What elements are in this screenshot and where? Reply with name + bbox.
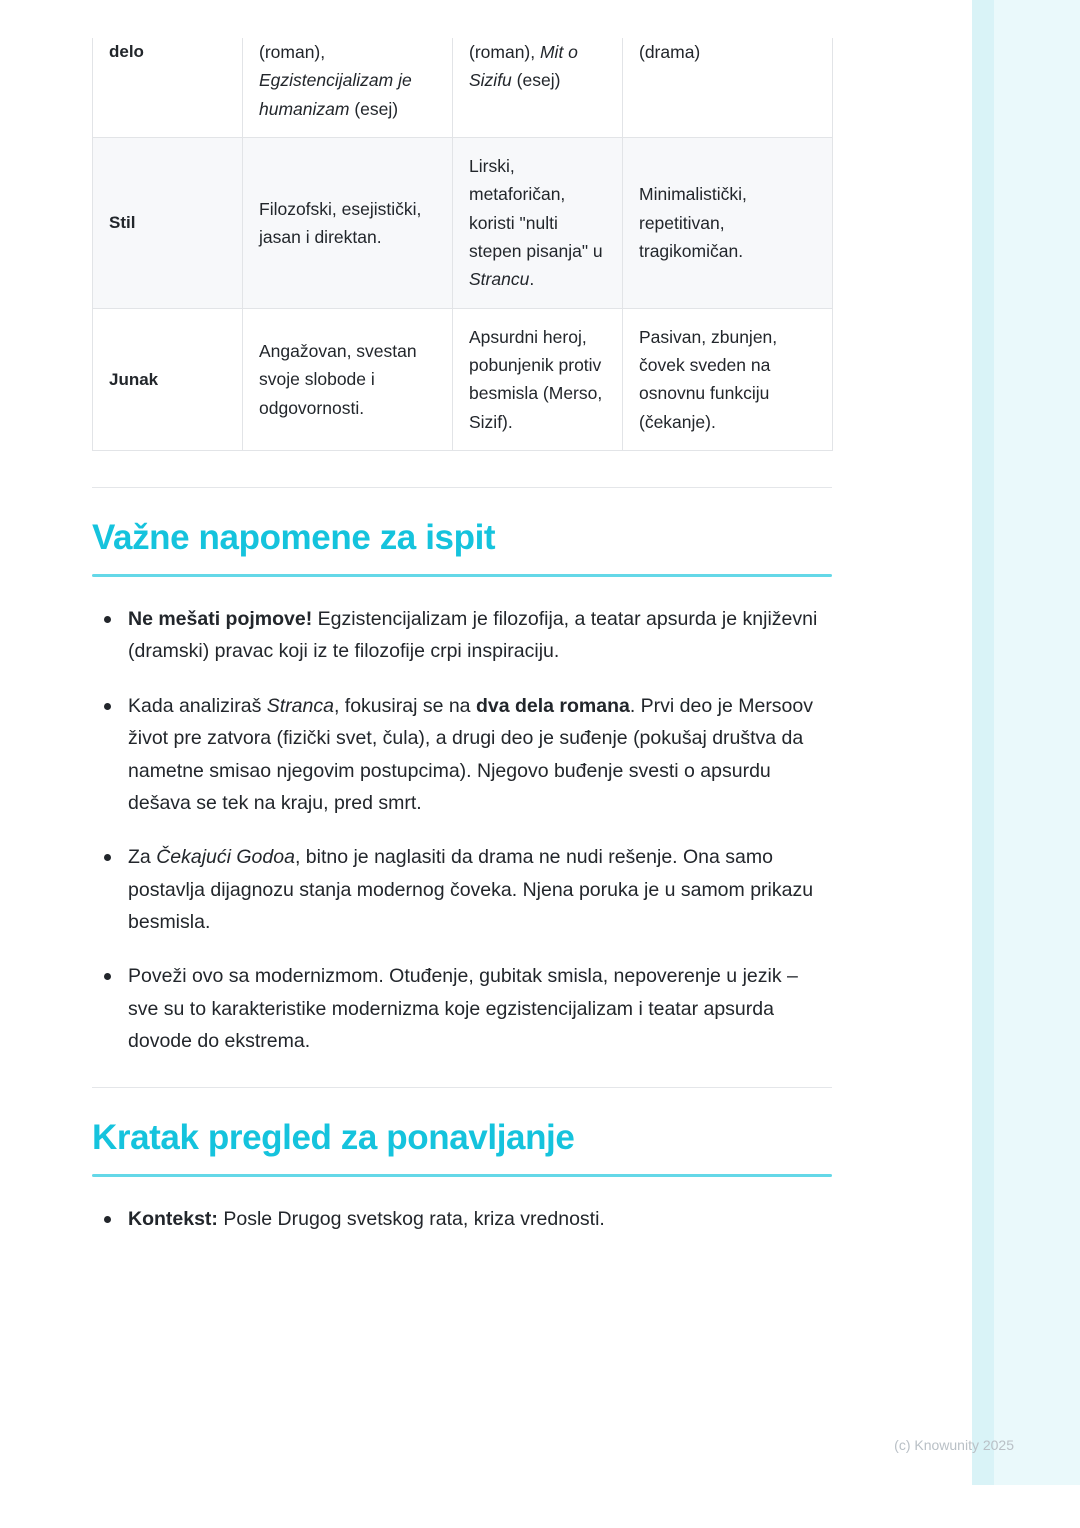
- text-run: Kada analiziraš: [128, 694, 267, 717]
- text-run: (roman),: [469, 42, 540, 62]
- table-row: [93, 308, 833, 450]
- text-run: Minimalistički, repetitivan, tragikomičan.: [639, 184, 747, 262]
- page-title-pregled: Kratak pregled za ponavljanje: [92, 1118, 575, 1158]
- heading-rule-1: [92, 574, 832, 577]
- text-run: Filozofski, esejistički, jasan i direktan.: [259, 198, 422, 247]
- table-cell: [243, 38, 453, 138]
- emphasis-text: Egzistencijalizam je humanizam: [259, 70, 412, 119]
- page-side-strip-inner: [972, 0, 994, 1485]
- comparison-table: [92, 38, 833, 451]
- text-run: Egzistencijalizam je filozofija, a teatar apsurda je književni (dramski) pravac koji iz te filozofije crpi inspiraciju.: [128, 608, 818, 663]
- text-run: . Prvi deo je Mersoov život pre zatvora (fizički svet, čula), a drugi deo je suđenje (pokušaj društva da nametne smisao njegovim postupcima). Njegovo buđenje svesti o apsurdu dešava se tek na kraju, pred smrt.: [128, 694, 813, 814]
- table-row: [93, 138, 833, 309]
- emphasis-text: Čekajući Godoa: [156, 846, 295, 869]
- text-run: (roman),: [259, 42, 326, 62]
- text-run: , bitno je naglasiti da drama ne nudi rešenje. Ona samo postavlja dijagnozu stanja modernog čoveka. Njena poruka je u samom prikazu besmisla.: [128, 846, 814, 933]
- text-run: (esej): [511, 70, 561, 91]
- emphasis-text: Stranca: [266, 694, 334, 717]
- text-run: Angažovan, svestan svoje slobode i odgovornosti.: [259, 340, 417, 418]
- copyright-credit: (c) Knowunity 2025: [894, 1437, 1014, 1453]
- table-row-label: delo: [93, 38, 243, 138]
- table-cell: [623, 38, 833, 138]
- page-title-napomene: Važne napomene za ispit: [92, 518, 496, 558]
- text-run: , fokusiraj se na: [333, 694, 476, 717]
- strong-text: Ne mešati pojmove!: [128, 608, 313, 631]
- table-cell: [453, 138, 623, 309]
- text-run: Za: [128, 846, 157, 869]
- text-run: .: [529, 269, 535, 290]
- text-run: Apsurdni heroj, pobunjenik protiv besmisla (Merso, Sizif).: [469, 326, 603, 432]
- table-cell: [453, 38, 623, 138]
- text-run: Poveži ovo sa modernizmom. Otuđenje, gubitak smisla, nepoverenje u jezik – sve su to karakteristike modernizma koje egzistencijalizam i teatar apsurda dovode do ekstrema.: [128, 965, 798, 1053]
- strong-text: dva dela romana: [475, 694, 630, 717]
- emphasis-text: Strancu: [469, 269, 530, 290]
- table-cell: [243, 138, 453, 309]
- document-content: [92, 0, 832, 1244]
- heading-rule-2: [92, 1174, 832, 1177]
- strong-text: Kontekst:: [128, 1208, 218, 1231]
- list-item: [92, 960, 832, 1057]
- table-cell: [243, 308, 453, 450]
- text-run: (esej): [349, 98, 399, 119]
- table-row-label: Stil: [93, 138, 243, 309]
- emphasis-text: Mit o Sizifu: [469, 42, 578, 91]
- list-item: [92, 841, 832, 938]
- table-cell: [623, 308, 833, 450]
- section-divider-1: [92, 487, 832, 488]
- list-item: [92, 1203, 832, 1235]
- table-cell: [453, 308, 623, 450]
- list-item: [92, 690, 832, 819]
- text-run: (drama): [639, 42, 701, 62]
- table-row-label: Junak: [93, 308, 243, 450]
- list-item: [92, 603, 832, 668]
- notes-list-napomene: [92, 603, 832, 1057]
- table-cell: [623, 138, 833, 309]
- section-divider-2: [92, 1087, 832, 1088]
- page-side-strip: [972, 0, 1080, 1485]
- table-row: [93, 38, 833, 138]
- notes-list-pregled: [92, 1203, 832, 1235]
- text-run: Pasivan, zbunjen, čovek sveden na osnovnu funkciju (čekanje).: [639, 326, 778, 432]
- text-run: Lirski, metaforičan, koristi "nulti stepen pisanja" u: [469, 156, 603, 262]
- comparison-table-body: [93, 38, 833, 451]
- text-run: Posle Drugog svetskog rata, kriza vrednosti.: [217, 1208, 605, 1231]
